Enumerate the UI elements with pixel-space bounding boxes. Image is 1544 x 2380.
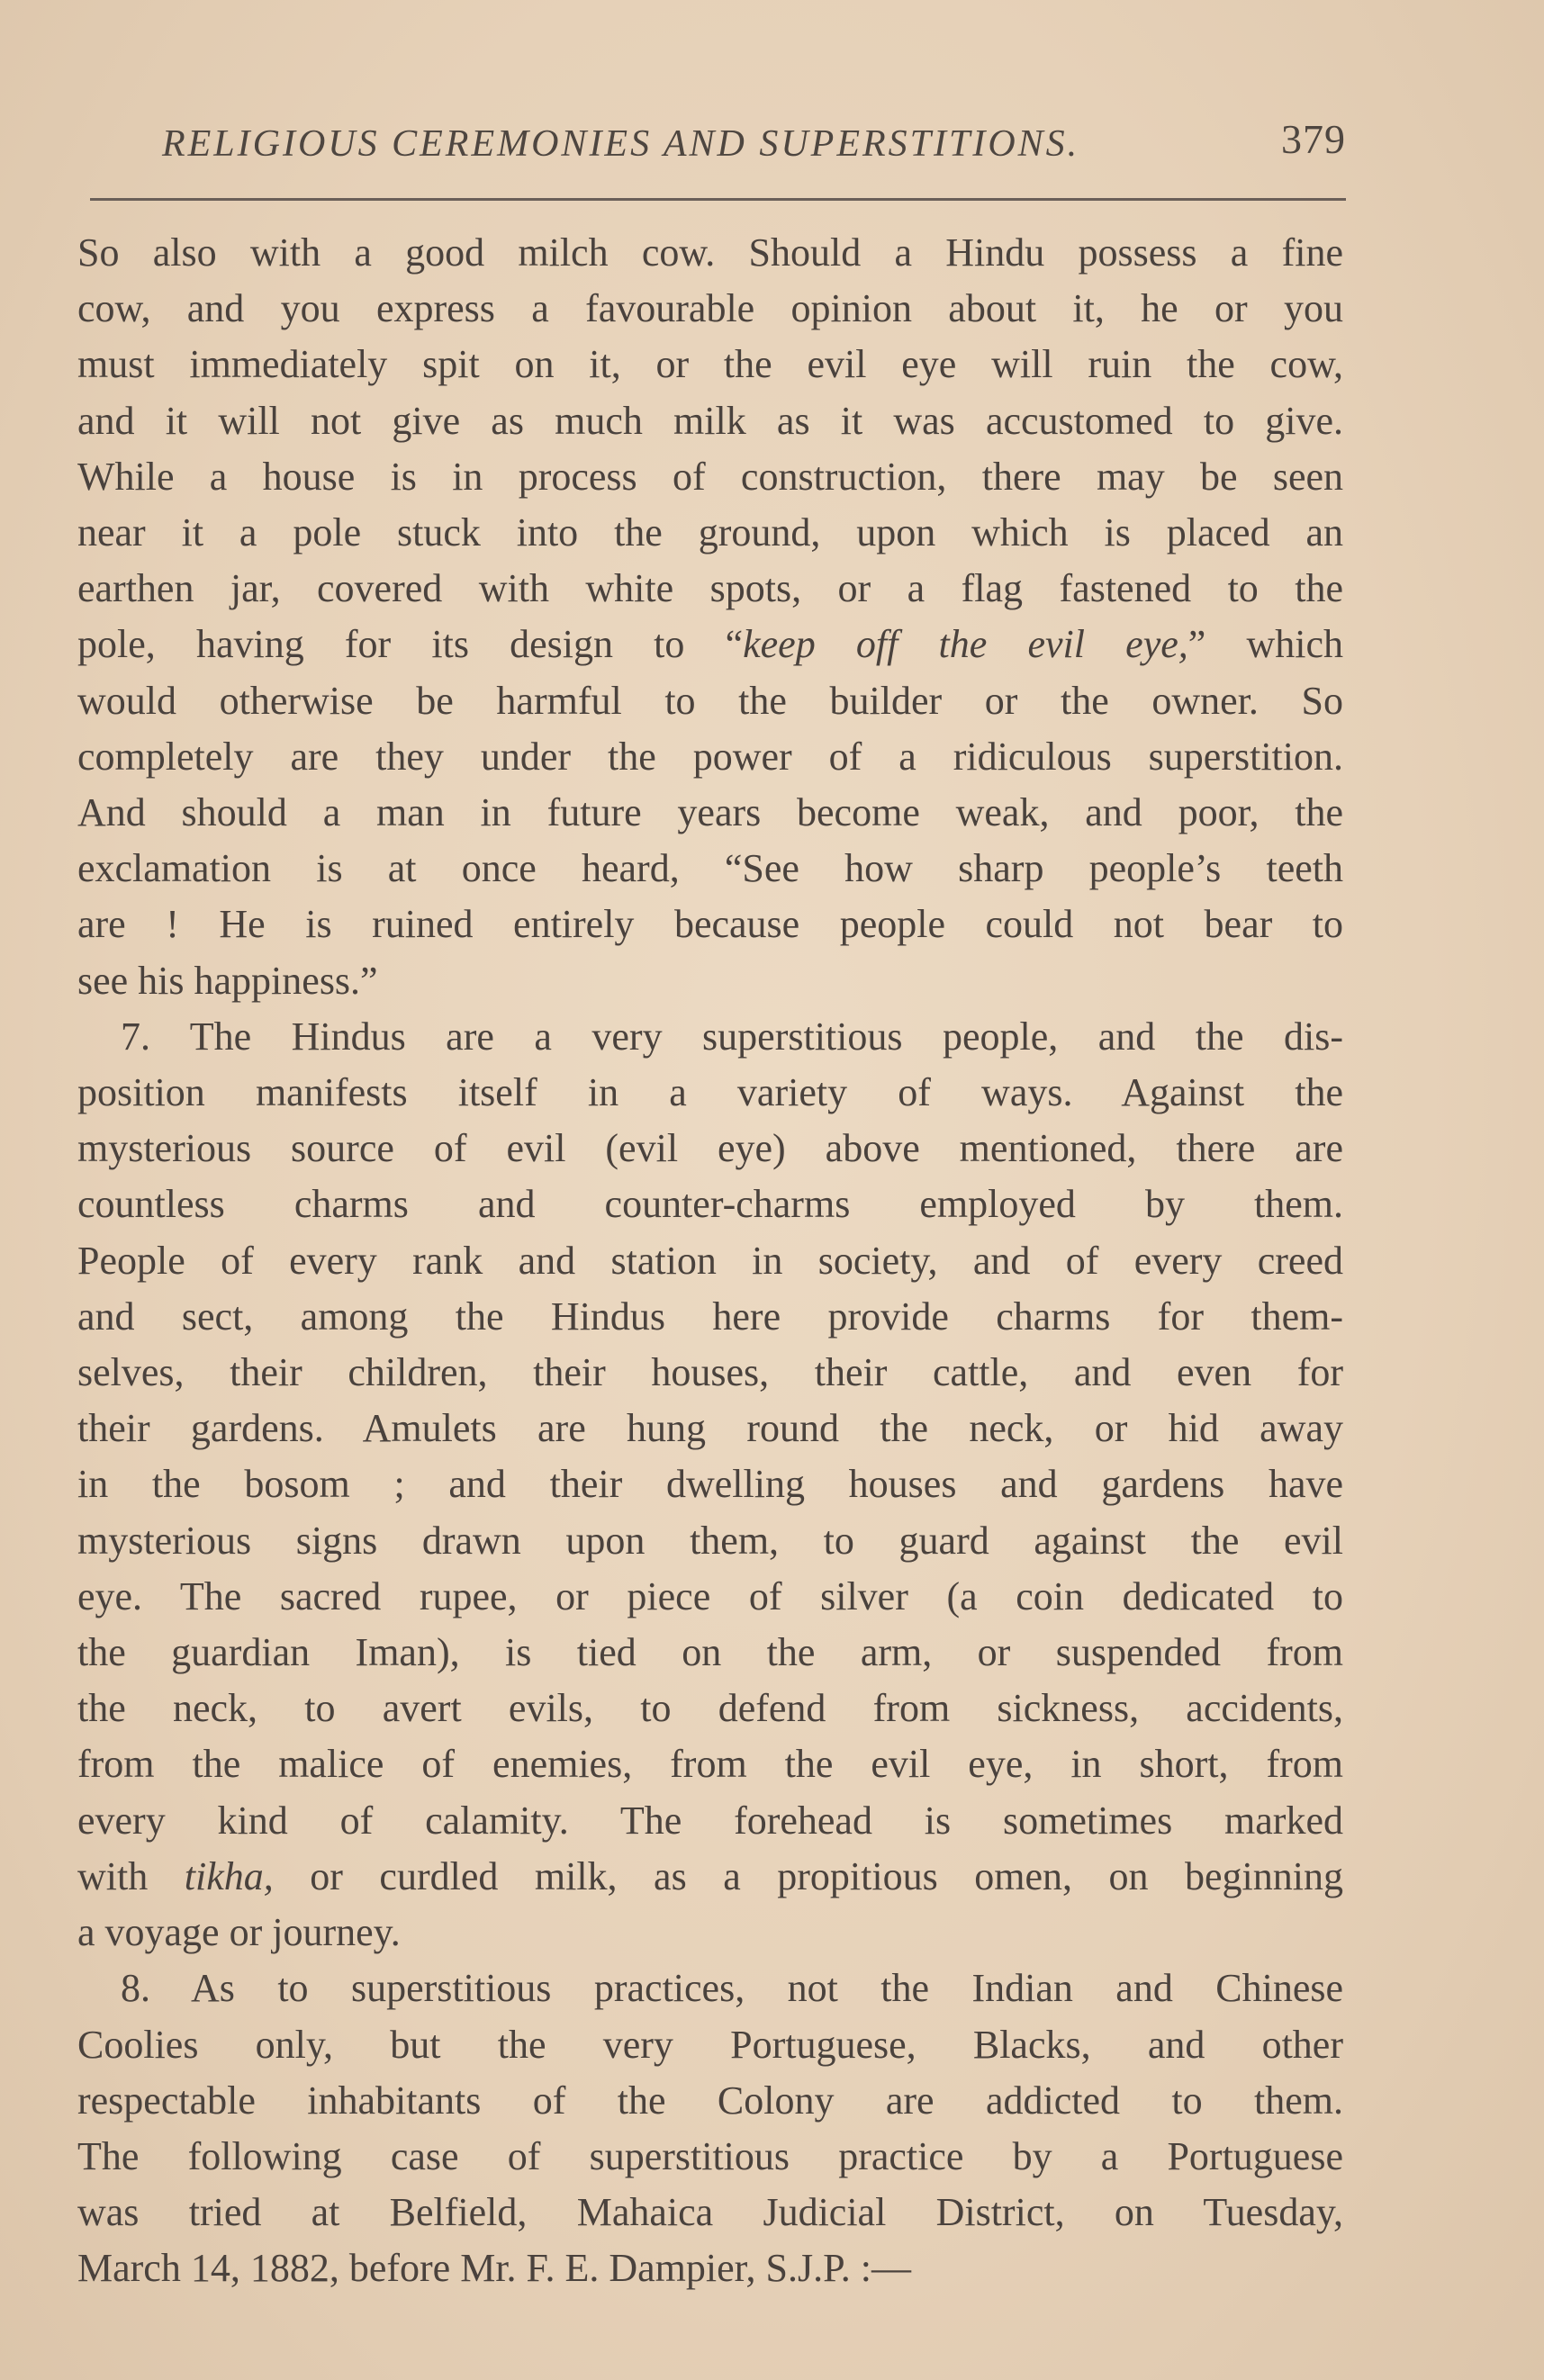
text-line: cow, and you express a favourable opinion about it, he or you — [77, 286, 1343, 331]
text-line: position manifests itself in a variety of ways. Against the — [77, 1070, 1343, 1115]
text-line: the guardian Iman), is tied on the arm, or suspended from — [77, 1630, 1343, 1675]
text-line: exclamation is at once heard, “See how sharp people’s teeth — [77, 846, 1343, 891]
page-number: 379 — [1281, 116, 1346, 162]
text-line: Coolies only, but the very Portuguese, Blacks, and other — [77, 2022, 1343, 2067]
text-line — [77, 1849, 1343, 1905]
text-line: mysterious signs drawn upon them, to guard against the evil — [77, 1518, 1343, 1563]
text-line: a voyage or journey. — [77, 1910, 401, 1955]
text-line: People of every rank and station in society, and of every creed — [77, 1238, 1343, 1283]
text-line: see his happiness.” — [77, 958, 378, 1003]
text-line: are ! He is ruined entirely because people could not bear to — [77, 902, 1343, 947]
text-line — [77, 617, 1343, 672]
text-line: completely are they under the power of a ridiculous superstition. — [77, 734, 1343, 779]
text-line: and it will not give as much milk as it was accustomed to give. — [77, 398, 1343, 443]
text-line: must immediately spit on it, or the evil eye will ruin the cow, — [77, 342, 1343, 387]
text-line: would otherwise be harmful to the builder or the owner. So — [77, 678, 1343, 723]
header-rule — [90, 198, 1346, 201]
text-fragment: pole, having for its design to “ — [77, 622, 744, 667]
text-fragment: with — [77, 1853, 185, 1898]
text-line: every kind of calamity. The forehead is sometimes marked — [77, 1798, 1343, 1843]
text-line: in the bosom ; and their dwelling houses and gardens have — [77, 1462, 1343, 1507]
text-line: their gardens. Amulets are hung round the neck, or hid away — [77, 1406, 1343, 1451]
text-line: And should a man in future years become weak, and poor, the — [77, 790, 1343, 835]
text-line: earthen jar, covered with white spots, or a flag fastened to the — [77, 566, 1343, 611]
text-line: So also with a good milch cow. Should a Hindu possess a fine — [77, 230, 1343, 275]
text-fragment: or curdled milk, as a propitious omen, on beginning — [273, 1853, 1343, 1898]
text-line: and sect, among the Hindus here provide charms for them- — [77, 1294, 1343, 1339]
body-text — [77, 225, 1343, 2297]
text-line: 8. As to superstitious practices, not the Indian and Chinese — [121, 1966, 1343, 2011]
text-line: 7. The Hindus are a very superstitious people, and the dis- — [121, 1014, 1343, 1059]
text-line: While a house is in process of construction, there may be seen — [77, 454, 1343, 499]
italic-quote: keep off the evil eye, — [743, 622, 1188, 667]
paragraph-8-practices — [77, 1961, 1343, 2296]
italic-term: tikha, — [184, 1853, 274, 1898]
text-line: from the malice of enemies, from the evil eye, in short, from — [77, 1742, 1343, 1787]
text-line: near it a pole stuck into the ground, upon which is placed an — [77, 510, 1343, 555]
text-line: was tried at Belfield, Mahaica Judicial District, on Tuesday, — [77, 2190, 1343, 2235]
text-line: March 14, 1882, before Mr. F. E. Dampier, S.J.P. :— — [77, 2246, 911, 2291]
text-line: the neck, to avert evils, to defend from sickness, accidents, — [77, 1686, 1343, 1731]
paragraph-evil-eye-cow — [77, 225, 1343, 1009]
text-line: The following case of superstitious practice by a Portuguese — [77, 2133, 1343, 2178]
text-line: respectable inhabitants of the Colony are addicted to them. — [77, 2078, 1343, 2123]
running-title: RELIGIOUS CEREMONIES AND SUPERSTITIONS. — [162, 123, 1080, 165]
paragraph-7-charms — [77, 1009, 1343, 1961]
text-line: mysterious source of evil (evil eye) above mentioned, there are — [77, 1126, 1343, 1171]
page-header — [162, 115, 1346, 178]
text-fragment: ” which — [1187, 622, 1344, 667]
text-line: selves, their children, their houses, their cattle, and even for — [77, 1350, 1343, 1395]
text-line: eye. The sacred rupee, or piece of silver (a coin dedicated to — [77, 1573, 1343, 1618]
text-line: countless charms and counter-charms employed by them. — [77, 1182, 1343, 1227]
